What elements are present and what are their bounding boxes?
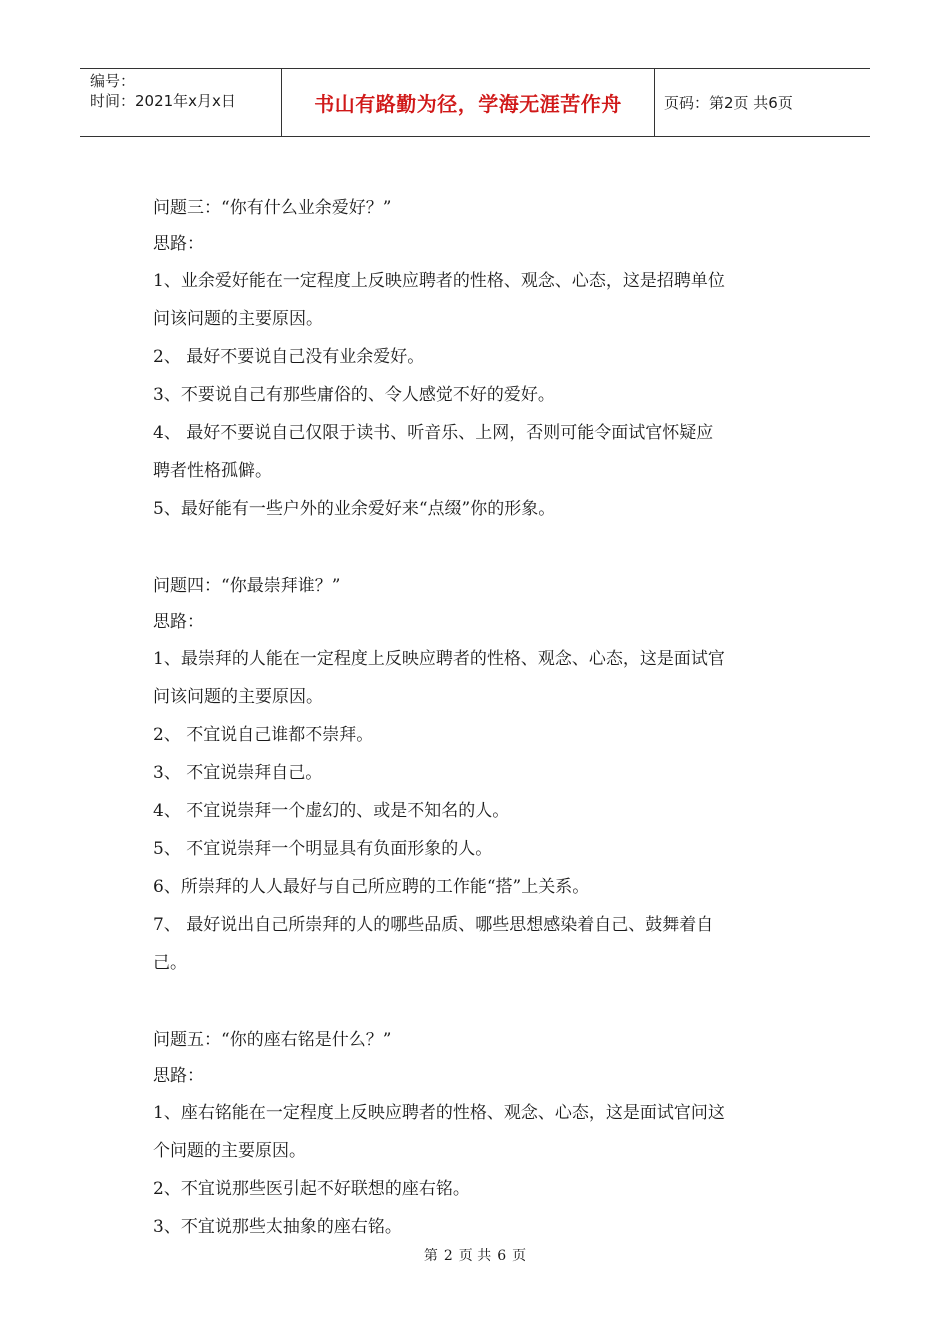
header-motto: 书山有路勤为径，学海无涯苦作舟 [314, 92, 622, 116]
answer-line: 个问题的主要原因。 [153, 1141, 306, 1161]
question-section [153, 568, 803, 982]
question-section [153, 1022, 803, 1246]
answer-line: 7、 最好说出自己所崇拜的人的哪些品质、哪些思想感染着自己、鼓舞着自 [153, 915, 714, 935]
answer-line: 2、 最好不要说自己没有业余爱好。 [153, 347, 425, 367]
answer-line: 1、业余爱好能在一定程度上反映应聘者的性格、观念、心态，这是招聘单位 [153, 271, 725, 291]
answer-line: 3、不宜说那些太抽象的座右铭。 [153, 1217, 402, 1237]
approach-label: 思路： [153, 234, 204, 254]
question-heading: 问题五：“你的座右铭是什么？” [153, 1030, 392, 1050]
answer-line: 2、 不宜说自己谁都不崇拜。 [153, 725, 374, 745]
header-page-info: 页码：第2页 共6页 [664, 94, 793, 112]
answer-line: 4、 不宜说崇拜一个虚幻的、或是不知名的人。 [153, 801, 510, 821]
section-spacer [153, 982, 803, 1022]
answer-line: 5、 不宜说崇拜一个明显具有负面形象的人。 [153, 839, 493, 859]
header-meta [90, 71, 280, 111]
answer-line: 6、所崇拜的人人最好与自己所应聘的工作能“搭”上关系。 [153, 877, 590, 897]
answer-line: 问该问题的主要原因。 [153, 687, 323, 707]
answer-line: 2、不宜说那些医引起不好联想的座右铭。 [153, 1179, 470, 1199]
header-number-label: 编号： [90, 72, 136, 90]
answer-line: 3、不要说自己有那些庸俗的、令人感觉不好的爱好。 [153, 385, 555, 405]
footer-page-number: 2 [443, 1248, 453, 1264]
footer-mid: 页 共 [458, 1248, 492, 1264]
footer-suffix: 页 [512, 1248, 527, 1264]
question-heading: 问题三：“你有什么业余爱好？” [153, 198, 392, 218]
header-time-label: 时间：2021年x月x日 [90, 92, 236, 110]
page-header [80, 68, 870, 137]
footer-prefix: 第 [423, 1248, 438, 1264]
question-section [153, 190, 803, 528]
answer-line: 1、最崇拜的人能在一定程度上反映应聘者的性格、观念、心态，这是面试官 [153, 649, 725, 669]
answer-line: 聘者性格孤僻。 [153, 461, 272, 481]
document-body [153, 190, 803, 1246]
answer-line: 己。 [153, 953, 187, 973]
answer-line: 4、 最好不要说自己仅限于读书、听音乐、上网，否则可能令面试官怀疑应 [153, 423, 714, 443]
answer-line: 5、最好能有一些户外的业余爱好来“点缀”你的形象。 [153, 499, 556, 519]
answer-line: 问该问题的主要原因。 [153, 309, 323, 329]
question-heading: 问题四：“你最崇拜谁？” [153, 576, 341, 596]
footer-total-pages: 6 [497, 1248, 507, 1264]
approach-label: 思路： [153, 1066, 204, 1086]
answer-line: 3、 不宜说崇拜自己。 [153, 763, 323, 783]
answer-line: 1、座右铭能在一定程度上反映应聘者的性格、观念、心态，这是面试官问这 [153, 1103, 725, 1123]
section-spacer [153, 528, 803, 568]
approach-label: 思路： [153, 612, 204, 632]
page-footer [0, 1245, 950, 1265]
header-divider [654, 69, 655, 136]
